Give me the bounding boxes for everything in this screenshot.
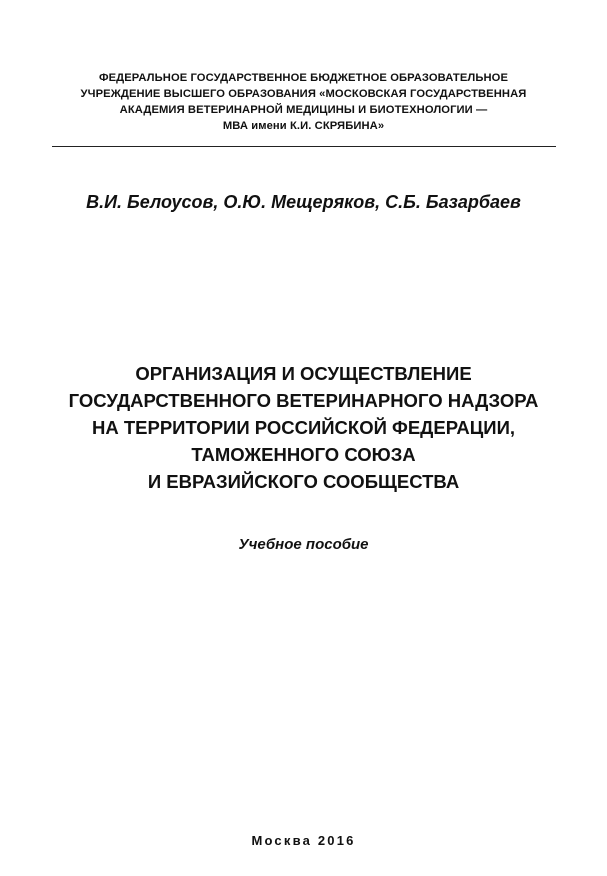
imprint-city-year: Москва 2016: [251, 833, 356, 848]
subtitle: Учебное пособие: [238, 536, 369, 553]
book-title: [20, 360, 587, 495]
title-line: НА ТЕРРИТОРИИ РОССИЙСКОЙ ФЕДЕРАЦИИ,: [91, 417, 516, 438]
institution-line: АКАДЕМИЯ ВЕТЕРИНАРНОЙ МЕДИЦИНЫ И БИОТЕХНОЛОГИИ —: [119, 104, 488, 116]
institution-line: МВА имени К.И. СКРЯБИНА»: [222, 120, 385, 132]
title-line: ГОСУДАРСТВЕННОГО ВЕТЕРИНАРНОГО НАДЗОРА: [68, 390, 539, 411]
title-line: И ЕВРАЗИЙСКОГО СООБЩЕСТВА: [147, 471, 460, 492]
authors: В.И. Белоусов, О.Ю. Мещеряков, С.Б. Базарбаев: [86, 192, 521, 212]
institution-name: [40, 70, 567, 134]
horizontal-rule: [52, 146, 556, 147]
institution-line: ФЕДЕРАЛЬНОЕ ГОСУДАРСТВЕННОЕ БЮДЖЕТНОЕ ОБРАЗОВАТЕЛЬНОЕ: [98, 72, 509, 84]
title-line: ОРГАНИЗАЦИЯ И ОСУЩЕСТВЛЕНИЕ: [135, 363, 472, 384]
institution-line: УЧРЕЖДЕНИЕ ВЫСШЕГО ОБРАЗОВАНИЯ «МОСКОВСКАЯ ГОСУДАРСТВЕННАЯ: [80, 88, 527, 100]
title-line: ТАМОЖЕННОГО СОЮЗА: [191, 444, 416, 465]
